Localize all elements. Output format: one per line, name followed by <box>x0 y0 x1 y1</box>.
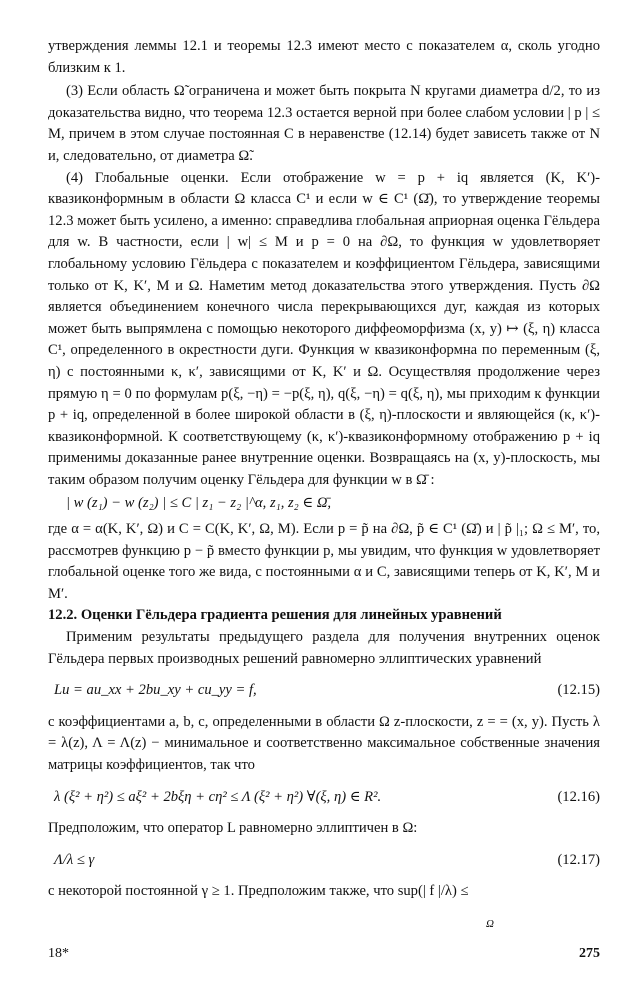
equation-12-15-formula: Lu = au_xx + 2bu_xy + cu_yy = f, <box>54 682 257 699</box>
paragraph-coefficients: с коэффициентами a, b, c, определенными в области Ω z-плоскости, z = = (x, y). Пусть λ = λ(z), Λ = Λ(z) − минимальное и соответственно максимальное собственные значения матрицы коэффициентов, так что <box>48 713 600 773</box>
paragraph-after-formula: где α = α(K, K′, Ω) и C = C(K, K′, Ω, M). Если p = p̃ на ∂Ω, p̃ ∈ C¹ (Ω̄) и | p̃ |₁; Ω ≤ M′, то, рассмотрев функцию p − p̃ вместо функции p, мы увидим, что функция w удовлетворяет глобальной оценке того же вида, с постоянными α и C, зависящими теперь от K, K′, M и M′. <box>48 521 600 602</box>
paragraph-remark-4: (4) Глобальные оценки. Если отображение w = p + iq является (K, K′)-квазиконформным в области Ω класса C¹ и если w ∈ C¹ (Ω̄), то утверждение теоремы 12.3 может быть усилено, а именно: справедлива глобальная априорная оценка Гёльдера для w. В частности, если | w| ≤ M и p = 0 на ∂Ω, то функция w удовлетворяет глобальному условию Гёльдера с показателем и коэффициентом Гёльдера, зависящими только от K, K′, M и Ω. Наметим метод доказательства этого утверждения. Пусть ∂Ω является объединением конечного числа перекрывающихся дуг, каждая из которых может быть выпрямлена с помощью некоторого диффеоморфизма (x, y) ↦ (ξ, η) класса C¹, определенного в окрестности дуги. Функция w квазиконформна по переменным (ξ, η) с постоянными κ, κ′, зависящими от K, K′ и Ω. Осуществляя продолжение через прямую η = 0 по формулам p(ξ, −η) = −p(ξ, η), q(ξ, −η) = q(ξ, η), мы приходим к функции p + iq, определенной в более широкой области в (ξ, η)-плоскости и являющейся (κ, κ′)-квазиконформной. К соответствующему (κ, κ′)-квазиконформному отображению p + iq применимы доказанные ранее внутренние оценки. Возвращаясь на (x, y)-плоскость, мы таким образом получим оценку Гёльдера для функции w в Ω̄ : <box>48 169 600 488</box>
equation-12-16 <box>48 787 600 809</box>
page-footer <box>48 946 600 962</box>
page-body <box>48 36 600 903</box>
signature-mark: 18* <box>48 946 69 961</box>
sup-subscript: Ω <box>486 918 494 930</box>
section-intro: Применим результаты предыдущего раздела для получения внутренних оценок Гёльдера первых производных решений равномерно эллиптических уравнений <box>48 629 600 667</box>
equation-12-15 <box>48 680 600 702</box>
equation-12-17-formula: Λ/λ ≤ γ <box>54 851 95 868</box>
equation-12-16-number: (12.16) <box>557 788 600 805</box>
section-heading: 12.2. Оценки Гёльдера градиента решения для линейных уравнений <box>48 607 502 624</box>
equation-12-15-number: (12.15) <box>557 682 600 699</box>
holder-estimate-formula: | w (z₁) − w (z₂) | ≤ C | z₁ − z₂ |^α, z₁, z₂ ∈ Ω̄, <box>66 495 332 512</box>
paragraph-last-line: с некоторой постоянной γ ≥ 1. Предположим также, что sup(| f |/λ) ≤ <box>48 883 469 900</box>
equation-12-16-formula: λ (ξ² + η²) ≤ aξ² + 2bξη + cη² ≤ Λ (ξ² + η²) ∀(ξ, η) ∈ R². <box>54 788 382 805</box>
page-number: 275 <box>579 946 600 961</box>
paragraph-remark-3: (3) Если область Ω̃ ограничена и может быть покрыта N кругами диаметра d/2, то из доказательства видно, что теорема 12.3 остается верной при более слабом условии | p | ≤ M, причем в этом случае постоянная C в неравенстве (12.14) будет зависеть также от N и, следовательно, от диаметра Ω̃. <box>48 83 600 164</box>
paragraph-ellipticity: Предположим, что оператор L равномерно эллиптичен в Ω: <box>48 820 418 837</box>
equation-12-17-number: (12.17) <box>557 851 600 868</box>
equation-12-17 <box>48 850 600 872</box>
paragraph-continuation: утверждения леммы 12.1 и теоремы 12.3 имеют место с показателем α, сколь угодно близким к 1. <box>48 38 600 76</box>
